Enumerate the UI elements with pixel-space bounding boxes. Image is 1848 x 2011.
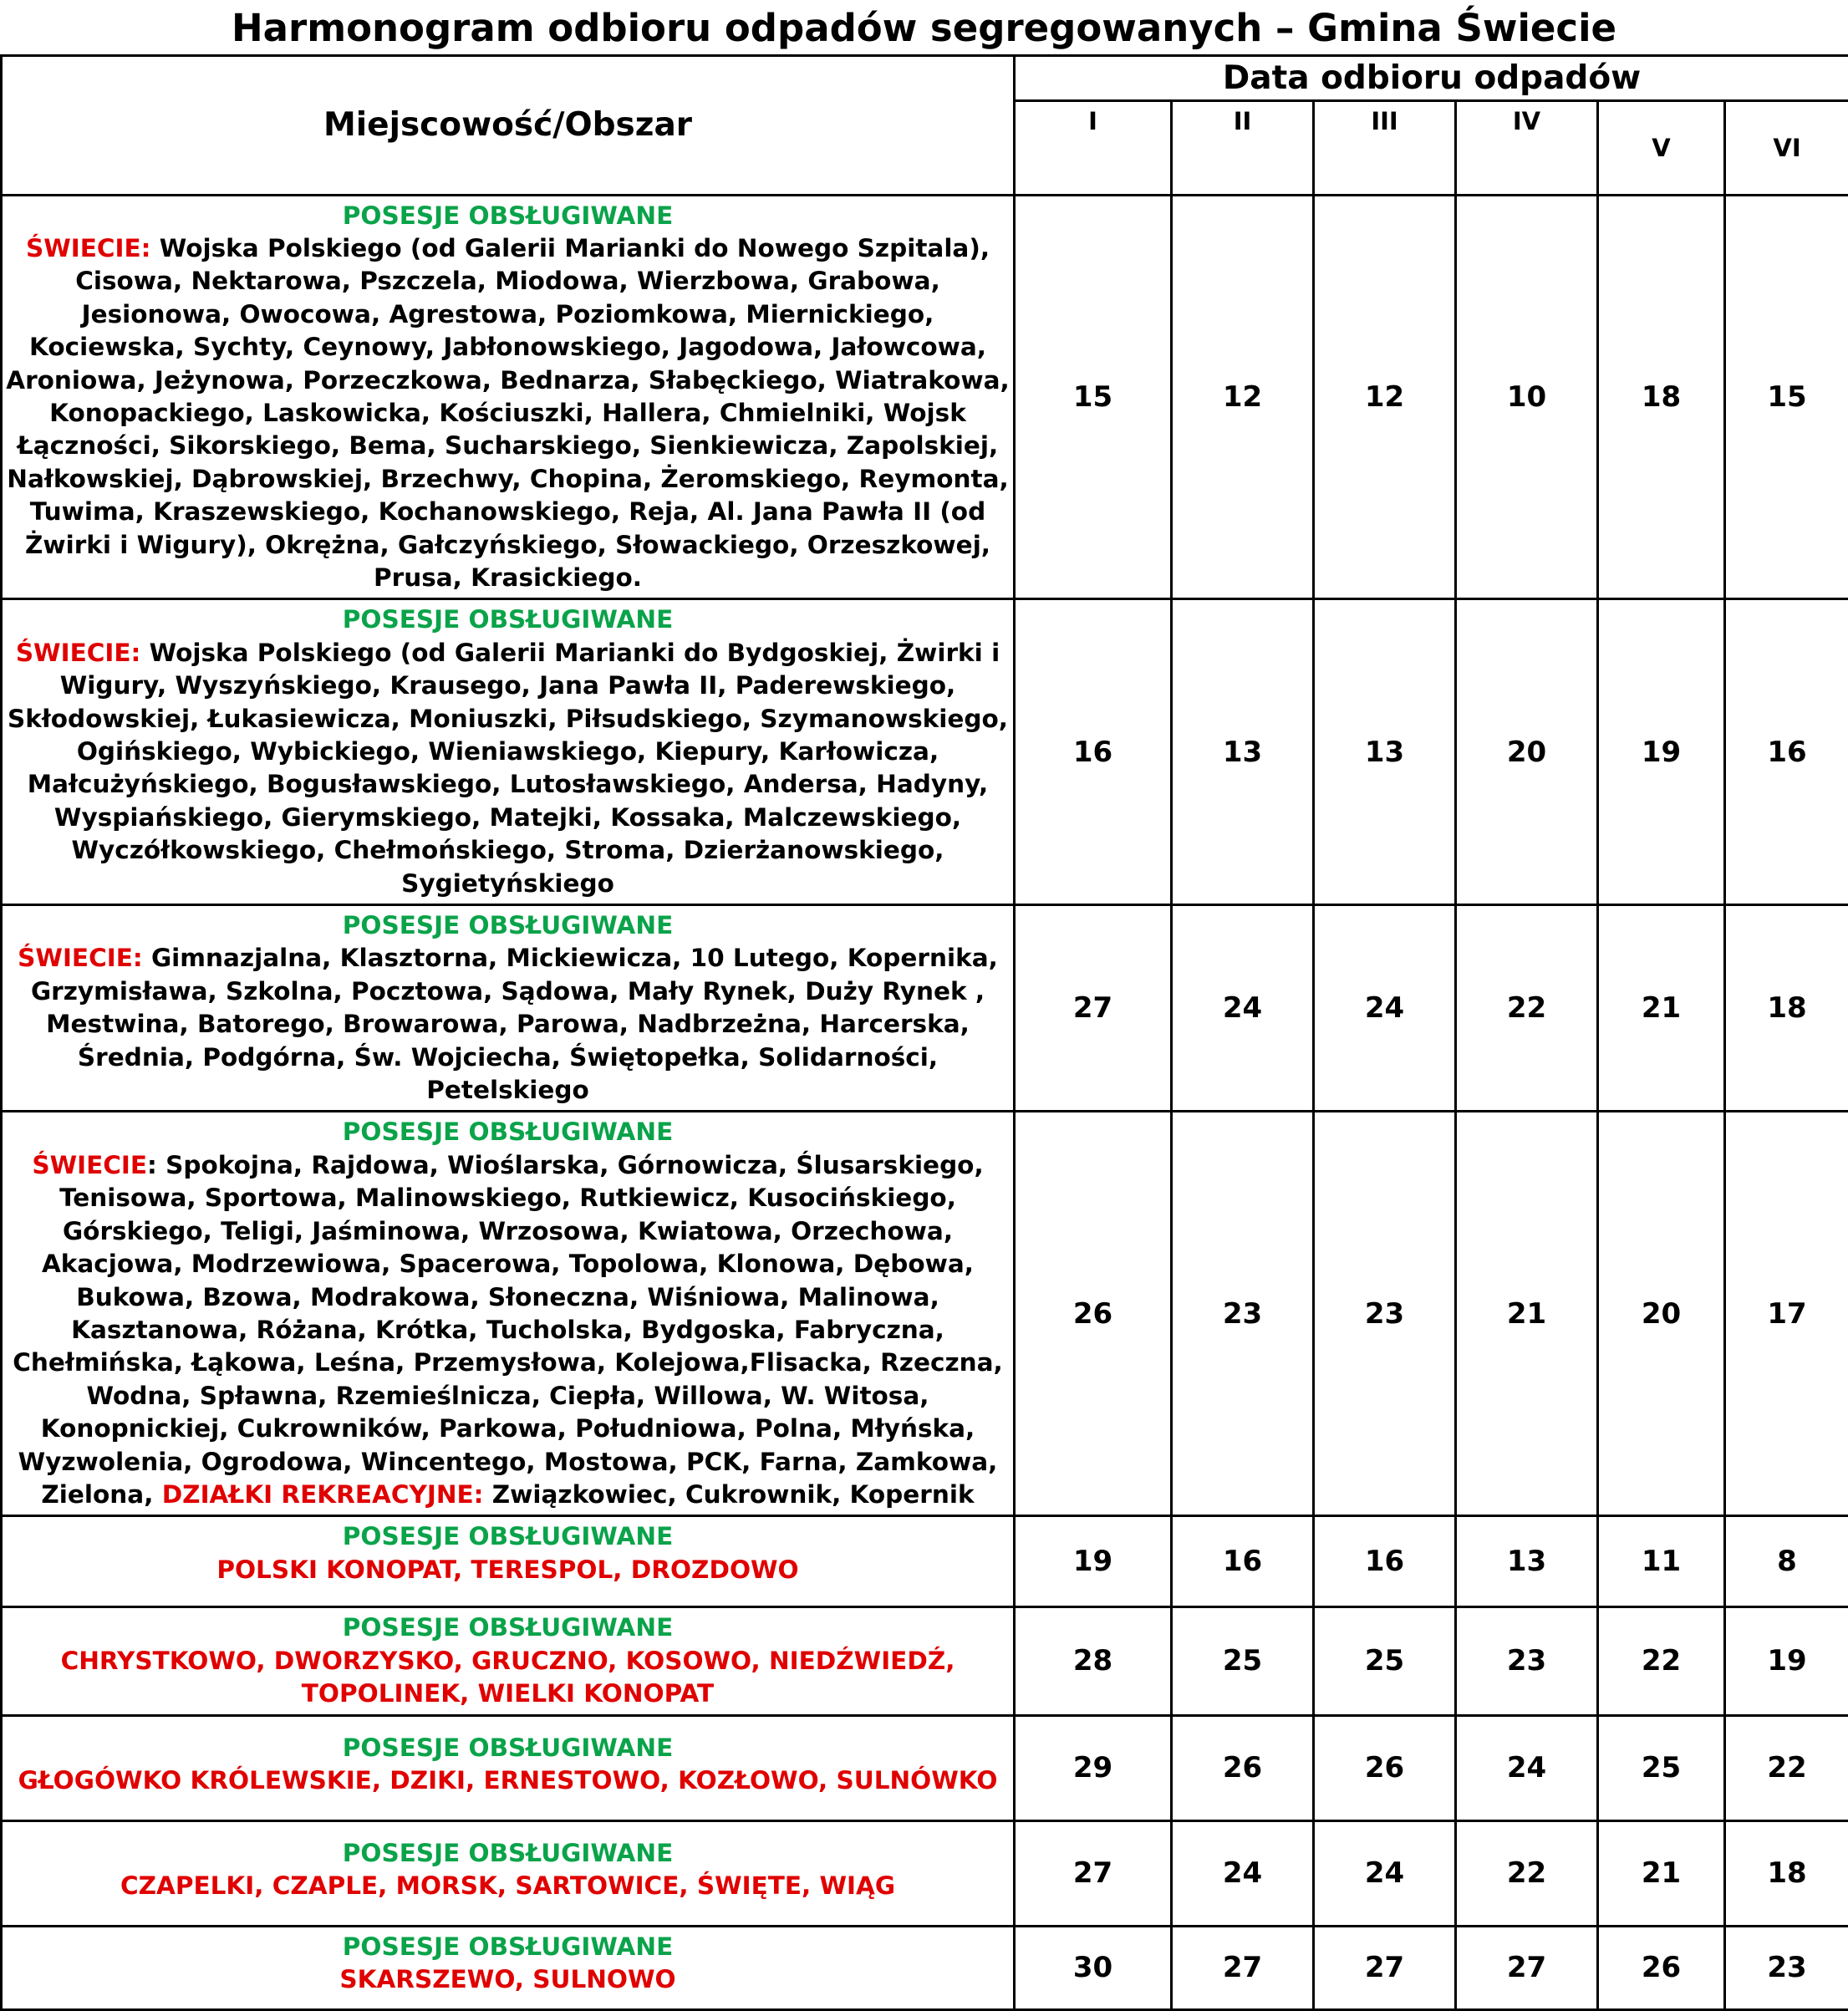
date-cell: 15 (1015, 195, 1172, 599)
month-header: I (1015, 100, 1172, 195)
city-label: ŚWIECIE: (16, 639, 141, 667)
table-row (2, 1820, 1848, 1926)
date-cell: 15 (1725, 195, 1848, 599)
date-cell: 17 (1725, 1112, 1848, 1516)
served-label: POSESJE OBSŁUGIWANE (6, 603, 1010, 636)
area-cell (2, 1926, 1015, 2009)
date-cell: 22 (1725, 1715, 1848, 1820)
date-cell: 19 (1015, 1516, 1172, 1607)
date-cell: 27 (1015, 1820, 1172, 1926)
date-cell: 26 (1314, 1715, 1456, 1820)
date-cell: 16 (1725, 599, 1848, 905)
date-cell: 28 (1015, 1607, 1172, 1715)
date-cell: 26 (1172, 1715, 1314, 1820)
table-row (2, 1607, 1848, 1715)
street-list: : Spokojna, Rajdowa, Wioślarska, Górnowicza, Ślusarskiego, Tenisowa, Sportowa, Malinowskiego, Rutkiewicz, Kusocińskiego, Górskiego, Teligi, Jaśminowa, Wrzosowa, Kwiatowa, Orzechowa, Akacjowa, Modrzewiowa, Spacerowa, Topolowa, Klonowa, Dębowa, Bukowa, Bzowa, Modrakowa, Słoneczna, Wiśniowa, Malinowa, Kasztanowa, Różana, Krótka, Tucholska, Bydgoska, Fabryczna, Chełmińska, Łąkowa, Leśna, Przemysłowa, Kolejowa,Flisacka, Rzeczna, Wodna, Spławna, Rzemieślnicza, Ciepła, Willowa, W. Witosa, Konopnickiej, Cukrowników, Parkowa, Południowa, Polna, Młyńska, Wyzwolenia, Ogrodowa, Wincentego, Mostowa, PCK, Farna, Zamkowa, Zielona, (13, 1151, 1003, 1509)
area-cell (2, 1607, 1015, 1715)
date-cell: 19 (1725, 1607, 1848, 1715)
date-cell: 22 (1456, 1820, 1598, 1926)
date-cell: 8 (1725, 1516, 1848, 1607)
date-cell: 24 (1172, 905, 1314, 1112)
street-list: Gimnazjalna, Klasztorna, Mickiewicza, 10 Lutego, Kopernika, Grzymisława, Szkolna, Pocztowa, Sądowa, Mały Rynek, Duży Rynek , Mestwina, Batorego, Browarowa, Parowa, Nadbrzeżna, Harcerska, Średnia, Podgórna, Św. Wojciecha, Świętopełka, Solidarności, Petelskiego (31, 944, 998, 1104)
date-cell: 25 (1172, 1607, 1314, 1715)
served-label: POSESJE OBSŁUGIWANE (6, 1931, 1010, 1963)
date-cell: 10 (1456, 195, 1598, 599)
date-cell: 26 (1015, 1112, 1172, 1516)
date-cell: 16 (1314, 1516, 1456, 1607)
area-column-header: Miejscowość/Obszar (2, 57, 1015, 195)
street-list: Wojska Polskiego (od Galerii Marianki do Nowego Szpitala), Cisowa, Nektarowa, Pszczela, Miodowa, Wierzbowa, Grabowa, Jesionowa, Owocowa, Agrestowa, Poziomkowa, Miernickiego, Kociewska, Sychty, Ceynowy, Jabłonowskiego, Jagodowa, Jałowcowa, Aroniowa, Jeżynowa, Porzeczkowa, Bednarza, Słabęckiego, Wiatrakowa, Konopackiego, Laskowicka, Kościuszki, Hallera, Chmielniki, Wojsk Łączności, Sikorskiego, Bema, Sucharskiego, Sienkiewicza, Zapolskiej, Nałkowskiej, Dąbrowskiej, Brzechwy, Chopina, Żeromskiego, Reymonta, Tuwima, Kraszewskiego, Kochanowskiego, Reja, Al. Jana Pawła II (od Żwirki i Wigury), Okrężna, Gałczyńskiego, Słowackiego, Orzeszkowej, Prusa, Krasickiego. (6, 234, 1009, 592)
date-cell: 16 (1172, 1516, 1314, 1607)
table-row (2, 1112, 1848, 1516)
village-list: CZAPELKI, CZAPLE, MORSK, SARTOWICE, ŚWIĘTE, WIĄG (6, 1870, 1010, 1902)
date-cell: 27 (1456, 1926, 1598, 2009)
date-cell: 21 (1598, 905, 1725, 1112)
table-row (2, 1926, 1848, 2009)
date-cell: 23 (1725, 1926, 1848, 2009)
date-cell: 18 (1598, 195, 1725, 599)
page-title: Harmonogram odbioru odpadów segregowanych – Gmina Świecie (0, 0, 1848, 57)
served-label: POSESJE OBSŁUGIWANE (6, 1732, 1010, 1764)
schedule-table (0, 57, 1848, 2011)
city-label: ŚWIECIE (32, 1151, 147, 1179)
date-cell: 24 (1314, 905, 1456, 1112)
date-cell: 21 (1456, 1112, 1598, 1516)
date-cell: 13 (1314, 599, 1456, 905)
table-row (2, 1715, 1848, 1820)
recreational-plots-list: Związkowiec, Cukrownik, Kopernik (483, 1480, 974, 1509)
date-cell: 29 (1015, 1715, 1172, 1820)
month-header: IV (1456, 100, 1598, 195)
date-cell: 18 (1725, 905, 1848, 1112)
area-cell (2, 1715, 1015, 1820)
date-group-header: Data odbioru odpadów (1015, 57, 1848, 100)
date-cell: 19 (1598, 599, 1725, 905)
served-label: POSESJE OBSŁUGIWANE (6, 1116, 1010, 1148)
date-cell: 27 (1172, 1926, 1314, 2009)
date-cell: 27 (1015, 905, 1172, 1112)
date-cell: 16 (1015, 599, 1172, 905)
village-list: GŁOGÓWKO KRÓLEWSKIE, DZIKI, ERNESTOWO, KOZŁOWO, SULNÓWKO (6, 1764, 1010, 1797)
served-label: POSESJE OBSŁUGIWANE (6, 200, 1010, 232)
table-row (2, 905, 1848, 1112)
month-header: VI (1725, 100, 1848, 195)
date-cell: 30 (1015, 1926, 1172, 2009)
village-list: POLSKI KONOPAT, TERESPOL, DROZDOWO (6, 1554, 1010, 1586)
date-cell: 25 (1314, 1607, 1456, 1715)
date-cell: 23 (1456, 1607, 1598, 1715)
month-header: III (1314, 100, 1456, 195)
date-cell: 25 (1598, 1715, 1725, 1820)
recreational-plots-label: DZIAŁKI REKREACYJNE: (162, 1480, 484, 1509)
date-cell: 11 (1598, 1516, 1725, 1607)
date-cell: 22 (1598, 1607, 1725, 1715)
table-row (2, 599, 1848, 905)
city-label: ŚWIECIE: (18, 944, 143, 972)
month-header: II (1172, 100, 1314, 195)
date-cell: 22 (1456, 905, 1598, 1112)
city-label: ŚWIECIE: (26, 234, 151, 262)
date-cell: 26 (1598, 1926, 1725, 2009)
month-header: V (1598, 100, 1725, 195)
date-cell: 12 (1314, 195, 1456, 599)
date-cell: 23 (1314, 1112, 1456, 1516)
date-cell: 12 (1172, 195, 1314, 599)
date-cell: 13 (1172, 599, 1314, 905)
date-cell: 24 (1172, 1820, 1314, 1926)
area-cell (2, 599, 1015, 905)
header-row-1 (2, 57, 1848, 100)
date-cell: 24 (1456, 1715, 1598, 1820)
served-label: POSESJE OBSŁUGIWANE (6, 1837, 1010, 1870)
date-cell: 20 (1456, 599, 1598, 905)
table-row (2, 1516, 1848, 1607)
village-list: SKARSZEWO, SULNOWO (6, 1963, 1010, 1996)
served-label: POSESJE OBSŁUGIWANE (6, 1611, 1010, 1644)
date-cell: 23 (1172, 1112, 1314, 1516)
served-label: POSESJE OBSŁUGIWANE (6, 909, 1010, 942)
date-cell: 18 (1725, 1820, 1848, 1926)
area-cell (2, 1820, 1015, 1926)
street-list: Wojska Polskiego (od Galerii Marianki do Bydgoskiej, Żwirki i Wigury, Wyszyńskiego, Krausego, Jana Pawła II, Paderewskiego, Skłodowskiej, Łukasiewicza, Moniuszki, Piłsudskiego, Szymanowskiego, Ogińskiego, Wybickiego, Wieniawskiego, Kiepury, Karłowicza, Małcużyńskiego, Bogusławskiego, Lutosławskiego, Andersa, Hadyny, Wyspiańskiego, Gierymskiego, Matejki, Kossaka, Malczewskiego, Wyczółkowskiego, Chełmońskiego, Stroma, Dzierżanowskiego, Sygietyńskiego (8, 639, 1008, 898)
table-row (2, 195, 1848, 599)
served-label: POSESJE OBSŁUGIWANE (6, 1520, 1010, 1553)
area-cell (2, 195, 1015, 599)
date-cell: 24 (1314, 1820, 1456, 1926)
area-cell (2, 905, 1015, 1112)
area-cell (2, 1516, 1015, 1607)
date-cell: 13 (1456, 1516, 1598, 1607)
date-cell: 27 (1314, 1926, 1456, 2009)
date-cell: 21 (1598, 1820, 1725, 1926)
date-cell: 20 (1598, 1112, 1725, 1516)
village-list: CHRYSTKOWO, DWORZYSKO, GRUCZNO, KOSOWO, NIEDŹWIEDŹ, TOPOLINEK, WIELKI KONOPAT (6, 1645, 1010, 1711)
area-cell (2, 1112, 1015, 1516)
